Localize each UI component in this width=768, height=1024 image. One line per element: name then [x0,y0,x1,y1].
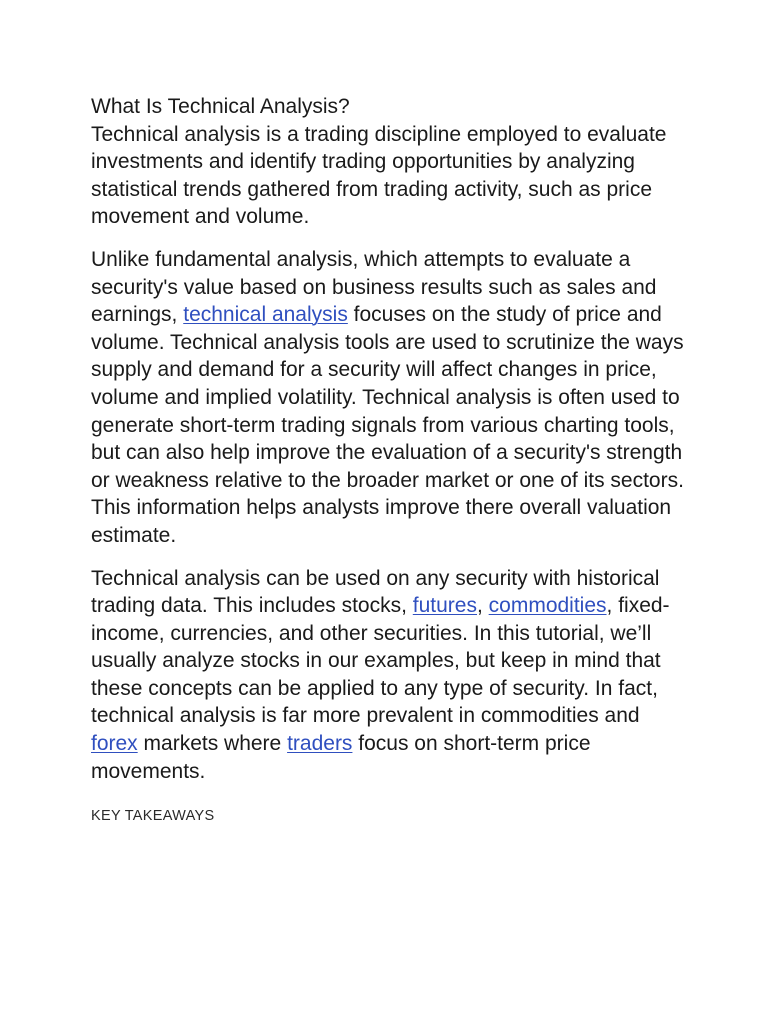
key-takeaways-label: KEY TAKEAWAYS [91,808,215,825]
securities-text-4: markets where [137,732,288,756]
intro-section [91,93,691,231]
securities-text-5: focus on short-term price movements. [91,732,591,783]
comparison-text-after: focuses on the study of price and volume. Technical analysis tools are used to scrutinize the ways supply and demand for a security will affect changes in price, volume and implied volatility. Technical analysis is often used to generate short-term trading signals from various charting tools, but can also help improve the evaluation of a security's strength or weakness relative to the broader market or one of its sectors. This information helps analysts improve there overall valuation estimate. [91,303,684,547]
forex-link[interactable]: forex [91,732,138,756]
page-title: What Is Technical Analysis? [91,95,350,118]
comparison-paragraph [91,246,691,550]
securities-text-3: , fixed-income, currencies, and other securities. In this tutorial, we’ll usually analyze stocks in our examples, but keep in mind that these concepts can be applied to any type of security. In fact, technical analysis is far more prevalent in commodities and [91,594,670,728]
technical-analysis-link[interactable]: technical analysis [183,303,348,327]
intro-paragraph: Technical analysis is a trading discipline employed to evaluate investments and identify trading opportunities by analyzing statistical trends gathered from trading activity, such as price movement and volume. [91,122,667,229]
securities-text-2: , [476,594,489,618]
traders-link[interactable]: traders [287,732,353,756]
securities-paragraph [91,565,691,786]
document-body [91,93,691,826]
futures-link[interactable]: futures [412,594,477,618]
commodities-link[interactable]: commodities [488,594,607,618]
securities-text-1: Technical analysis can be used on any security with historical trading data. This includes stocks, [91,566,660,618]
comparison-text-before: Unlike fundamental analysis, which attempts to evaluate a security's value based on business results such as sales and earnings, [91,247,657,327]
